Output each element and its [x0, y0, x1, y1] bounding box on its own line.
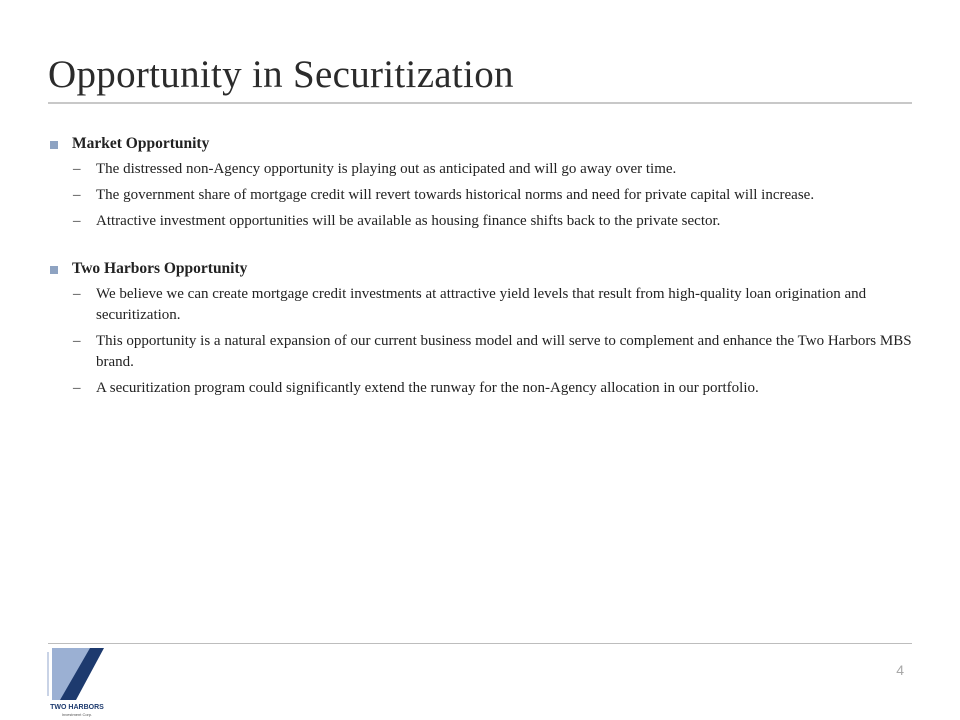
square-bullet-icon [50, 266, 58, 274]
list-item [48, 185, 912, 206]
two-harbors-logo-icon [46, 646, 108, 716]
section-heading-text: Market Opportunity [72, 135, 210, 152]
section-market-opportunity [48, 133, 912, 232]
slide-title: Opportunity in Securitization [48, 53, 514, 96]
section-heading [48, 258, 912, 280]
list-item [48, 284, 912, 326]
list-item-text: The distressed non-Agency opportunity is playing out as anticipated and will go away over time. [96, 161, 677, 177]
logo-tagline: Investment Corp. [61, 712, 93, 717]
dash-bullet-icon: – [73, 161, 81, 177]
list-item-text: This opportunity is a natural expansion of our current business model and will serve to complement and enhance the Two Harbors MBS brand. [96, 333, 912, 370]
dash-bullet-icon: – [73, 333, 81, 349]
logo-mark [46, 646, 108, 704]
dash-bullet-icon: – [73, 213, 81, 229]
square-bullet-icon [50, 141, 58, 149]
list-item-text: Attractive investment opportunities will be available as housing finance shifts back to the private sector. [96, 213, 721, 229]
page-number: 4 [896, 662, 904, 678]
logo-name: TWO HARBORS [50, 704, 104, 711]
list-item [48, 159, 912, 180]
section-heading-text: Two Harbors Opportunity [72, 260, 248, 277]
list-item-text: The government share of mortgage credit will revert towards historical norms and need for private capital will increase. [96, 187, 815, 203]
bullet-list [48, 284, 912, 399]
section-two-harbors-opportunity [48, 258, 912, 399]
section-heading [48, 133, 912, 155]
title-divider [48, 102, 912, 104]
list-item [48, 331, 912, 373]
list-item-text: A securitization program could significantly extend the runway for the non-Agency allocation in our portfolio. [96, 380, 759, 396]
slide-content [48, 133, 912, 425]
dash-bullet-icon: – [73, 286, 81, 302]
list-item [48, 378, 912, 399]
list-item [48, 211, 912, 232]
footer-divider [48, 643, 912, 644]
bullet-list [48, 159, 912, 232]
list-item-text: We believe we can create mortgage credit investments at attractive yield levels that result from high-quality loan origination and securitization. [96, 286, 867, 323]
dash-bullet-icon: – [73, 380, 81, 396]
dash-bullet-icon: – [73, 187, 81, 203]
